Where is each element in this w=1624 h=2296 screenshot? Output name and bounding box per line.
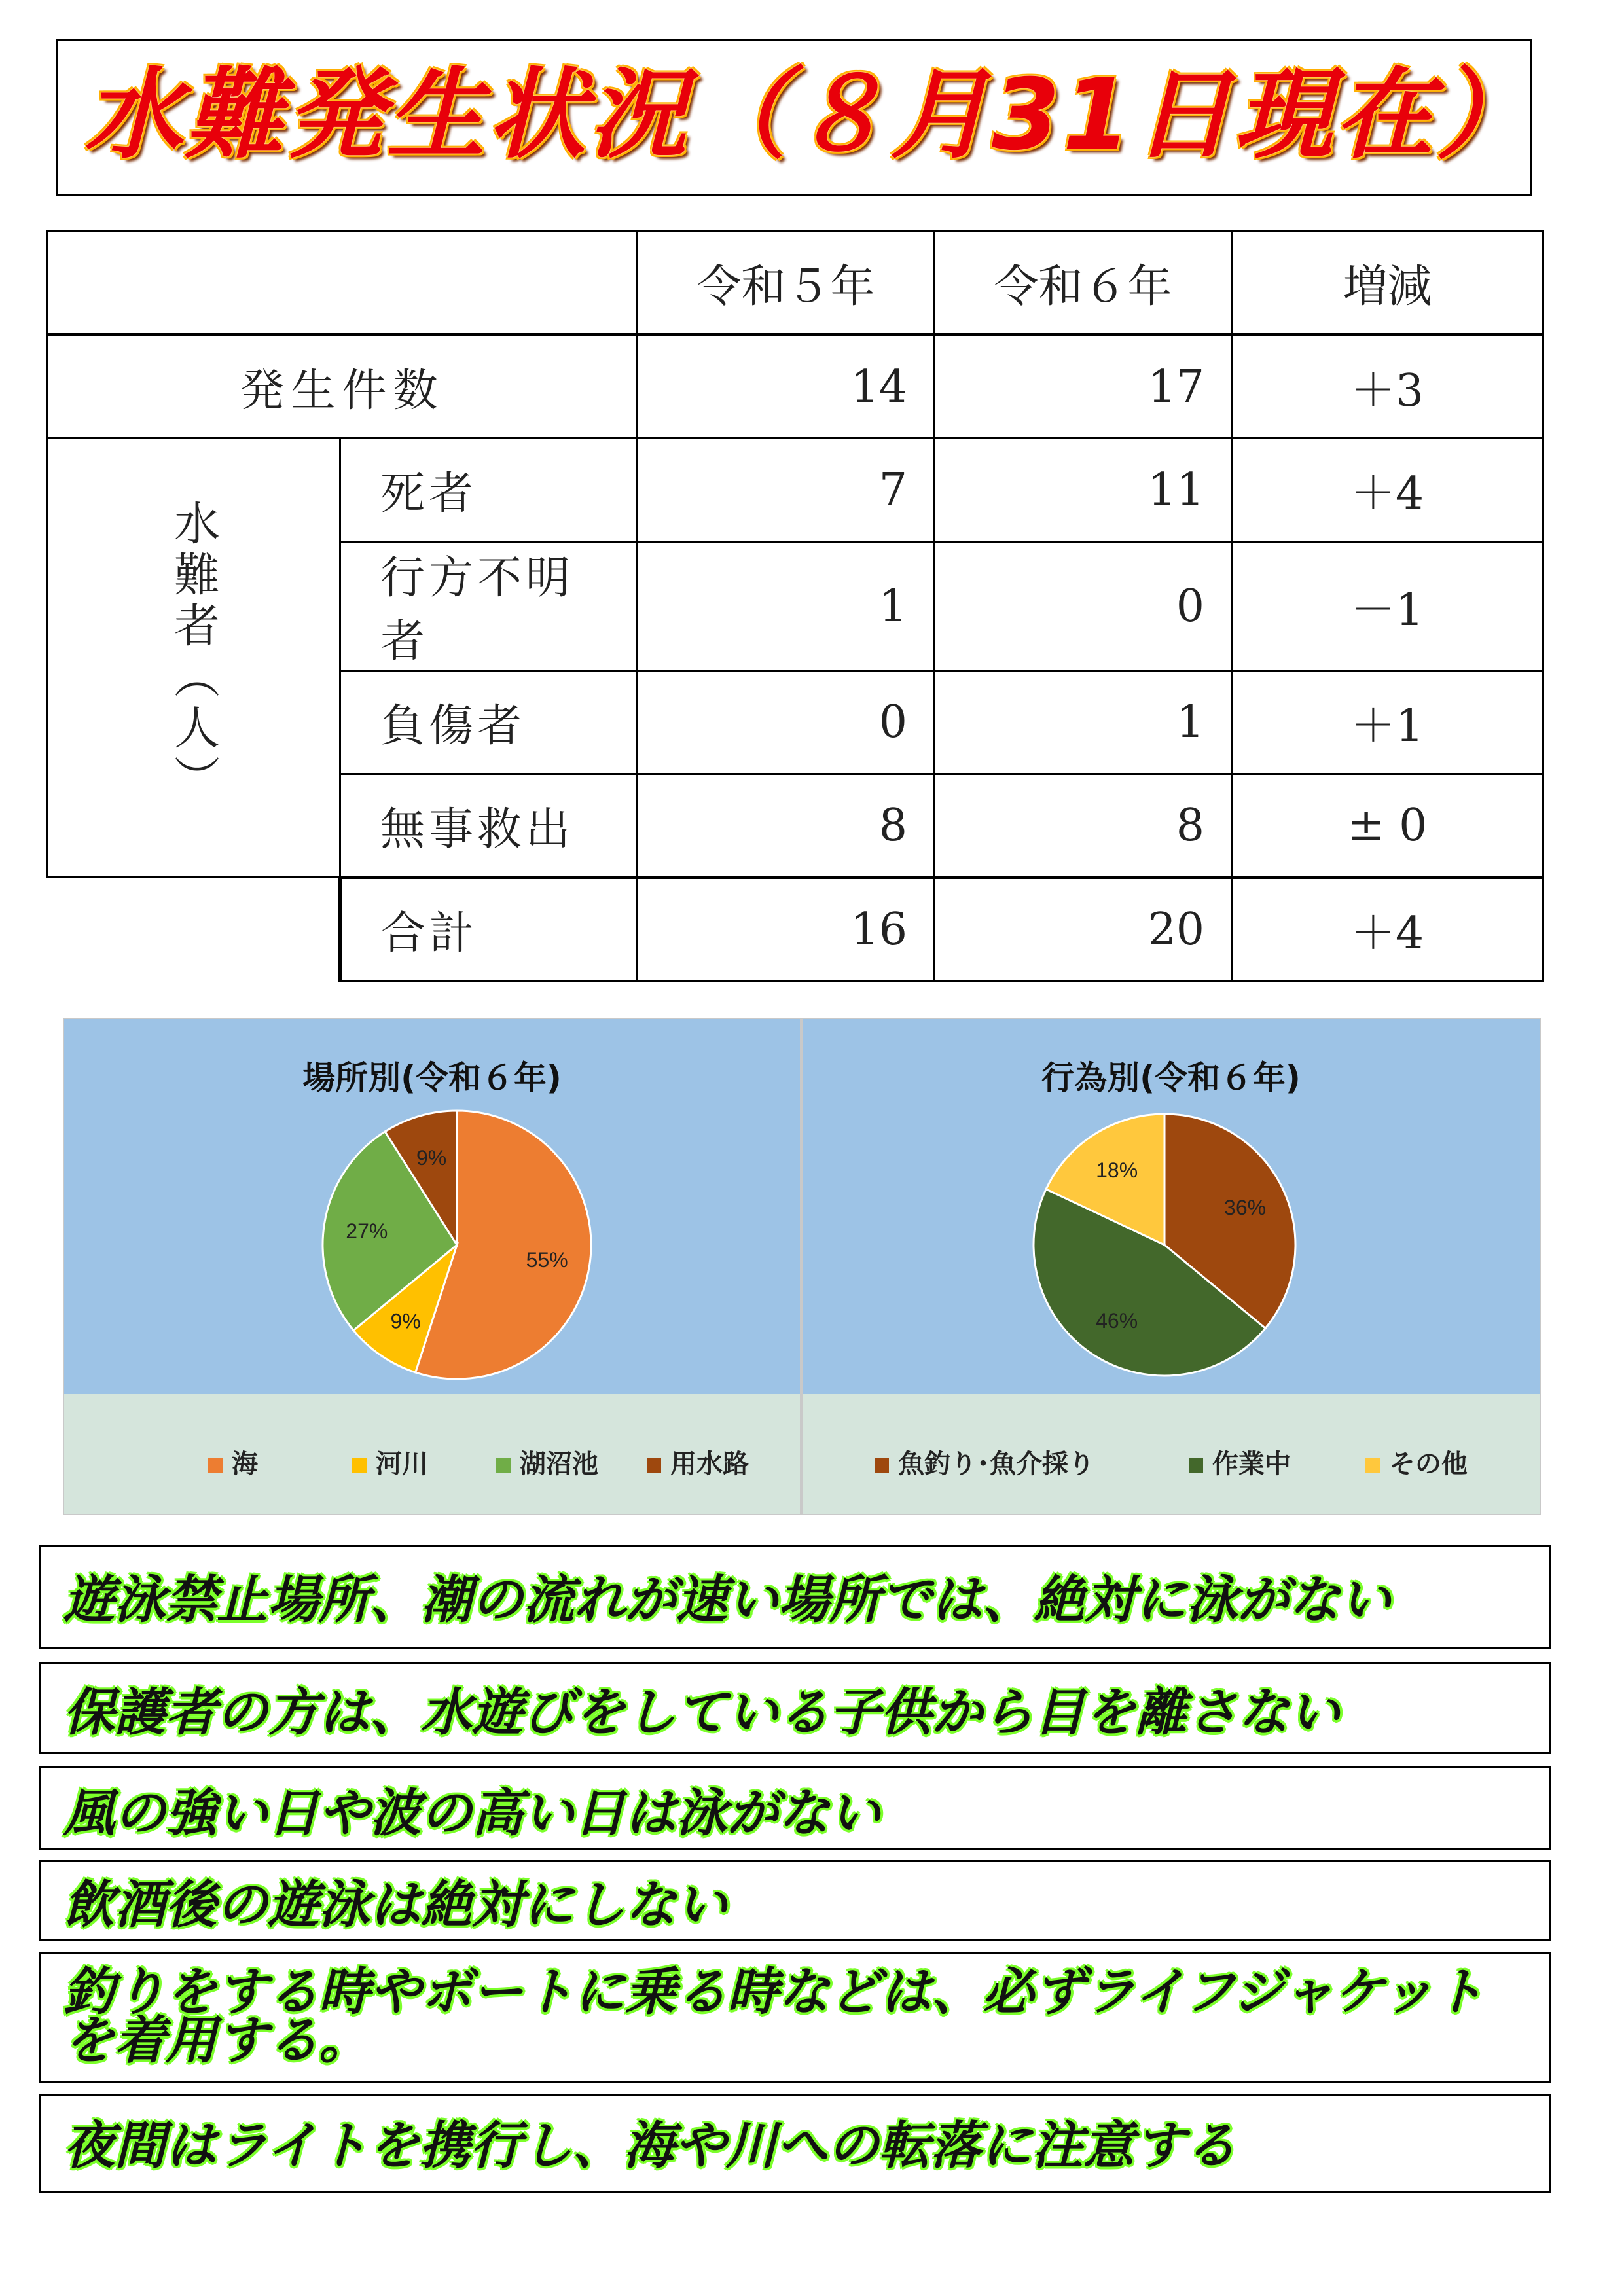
row-r6: 0	[935, 542, 1232, 671]
data-label: 27%	[346, 1219, 388, 1244]
safety-tip-text: 保護者の方は、水遊びをしている子供から目を離さない	[63, 1683, 1341, 1742]
legend-label: 海	[232, 1449, 258, 1479]
legend-item	[1365, 1443, 1468, 1480]
legend-label: 魚釣り･魚介採り	[898, 1449, 1094, 1479]
victims-group-label	[47, 439, 340, 878]
safety-tip-text: 釣りをする時やボートに乗る時などは、必ずライフジャケットを着用する。	[63, 1963, 1485, 2070]
row-diff: ± 0	[1232, 774, 1543, 878]
page-title: 水難発生状況（８月31日現在）	[84, 58, 1537, 172]
row-label: 死者	[340, 439, 638, 542]
table-row	[47, 439, 1543, 542]
data-label: 9%	[416, 1146, 447, 1170]
safety-tip-text: 風の強い日や波の高い日は泳がない	[63, 1784, 881, 1843]
legend-swatch	[1189, 1458, 1203, 1473]
legend-item	[208, 1443, 258, 1480]
legend-item	[496, 1443, 598, 1480]
table-row-total	[47, 878, 1543, 981]
safety-tip-box	[39, 1662, 1551, 1754]
legend-swatch	[647, 1458, 661, 1473]
total-diff: ＋4	[1232, 878, 1543, 981]
legend-label: 用水路	[670, 1449, 749, 1479]
total-r6: 20	[935, 878, 1232, 981]
row-diff: －1	[1232, 542, 1543, 671]
safety-tip-box	[39, 1545, 1551, 1649]
safety-tip-text: 遊泳禁止場所、潮の流れが速い場所では、絶対に泳がない	[63, 1571, 1392, 1630]
chart-legend-area	[64, 1394, 800, 1514]
data-label: 18%	[1096, 1158, 1138, 1183]
row-r6: 1	[935, 671, 1232, 774]
safety-tip-text: 飲酒後の遊泳は絶対にしない	[63, 1876, 728, 1935]
row-r5: 0	[638, 671, 935, 774]
incidents-diff: ＋3	[1232, 335, 1543, 439]
safety-tip-box	[39, 2094, 1551, 2193]
legend-swatch	[352, 1458, 367, 1473]
row-r6: 11	[935, 439, 1232, 542]
statistics-table	[46, 230, 1544, 982]
row-r5: 7	[638, 439, 935, 542]
chart-title: 行為別(令和６年)	[1041, 1059, 1301, 1097]
legend-item	[1189, 1443, 1291, 1480]
data-label: 36%	[1224, 1196, 1267, 1220]
legend-item	[647, 1443, 749, 1480]
header-r5: 令和５年	[638, 232, 935, 335]
safety-tip-box	[39, 1860, 1551, 1941]
title-banner	[56, 39, 1537, 196]
legend-swatch	[496, 1458, 511, 1473]
pie-chart	[803, 1019, 1541, 1394]
row-diff: ＋1	[1232, 671, 1543, 774]
data-label: 46%	[1096, 1308, 1138, 1333]
total-label: 合計	[340, 878, 638, 981]
legend-label: 湖沼池	[520, 1449, 598, 1479]
pie-chart	[64, 1019, 801, 1394]
legend-label: 河川	[376, 1449, 428, 1479]
legend-item	[875, 1443, 1094, 1480]
header-diff: 増減	[1232, 232, 1543, 335]
table-row-incidents	[47, 335, 1543, 439]
victims-group-text: 水難者（人）	[166, 499, 221, 806]
legend-swatch	[875, 1458, 889, 1473]
row-label: 行方不明者	[340, 542, 638, 671]
legend-label: その他	[1389, 1449, 1468, 1479]
row-r6: 8	[935, 774, 1232, 878]
chart-legend	[64, 1443, 800, 1482]
safety-tip-text: 夜間はライトを携行し、海や川への転落に注意する	[63, 2117, 1236, 2176]
row-label: 無事救出	[340, 774, 638, 878]
header-r6: 令和６年	[935, 232, 1232, 335]
row-diff: ＋4	[1232, 439, 1543, 542]
chart-legend	[803, 1443, 1540, 1482]
incidents-r5: 14	[638, 335, 935, 439]
safety-tip-box	[39, 1952, 1551, 2083]
legend-swatch	[1365, 1458, 1380, 1473]
legend-item	[352, 1443, 428, 1480]
row-r5: 1	[638, 542, 935, 671]
row-label: 負傷者	[340, 671, 638, 774]
chart-legend-area	[803, 1394, 1540, 1514]
header-blank-cell	[47, 232, 638, 335]
incidents-label: 発生件数	[47, 335, 638, 439]
chart-title: 場所別(令和６年)	[302, 1059, 562, 1097]
total-blank-cell	[47, 878, 340, 981]
row-r5: 8	[638, 774, 935, 878]
table-header-row	[47, 232, 1543, 335]
data-label: 9%	[390, 1309, 421, 1333]
data-label: 55%	[526, 1247, 568, 1272]
legend-label: 作業中	[1212, 1449, 1291, 1479]
chart-activity	[801, 1018, 1541, 1515]
legend-swatch	[208, 1458, 223, 1473]
safety-tip-box	[39, 1766, 1551, 1850]
total-r5: 16	[638, 878, 935, 981]
incidents-r6: 17	[935, 335, 1232, 439]
chart-location	[63, 1018, 801, 1515]
